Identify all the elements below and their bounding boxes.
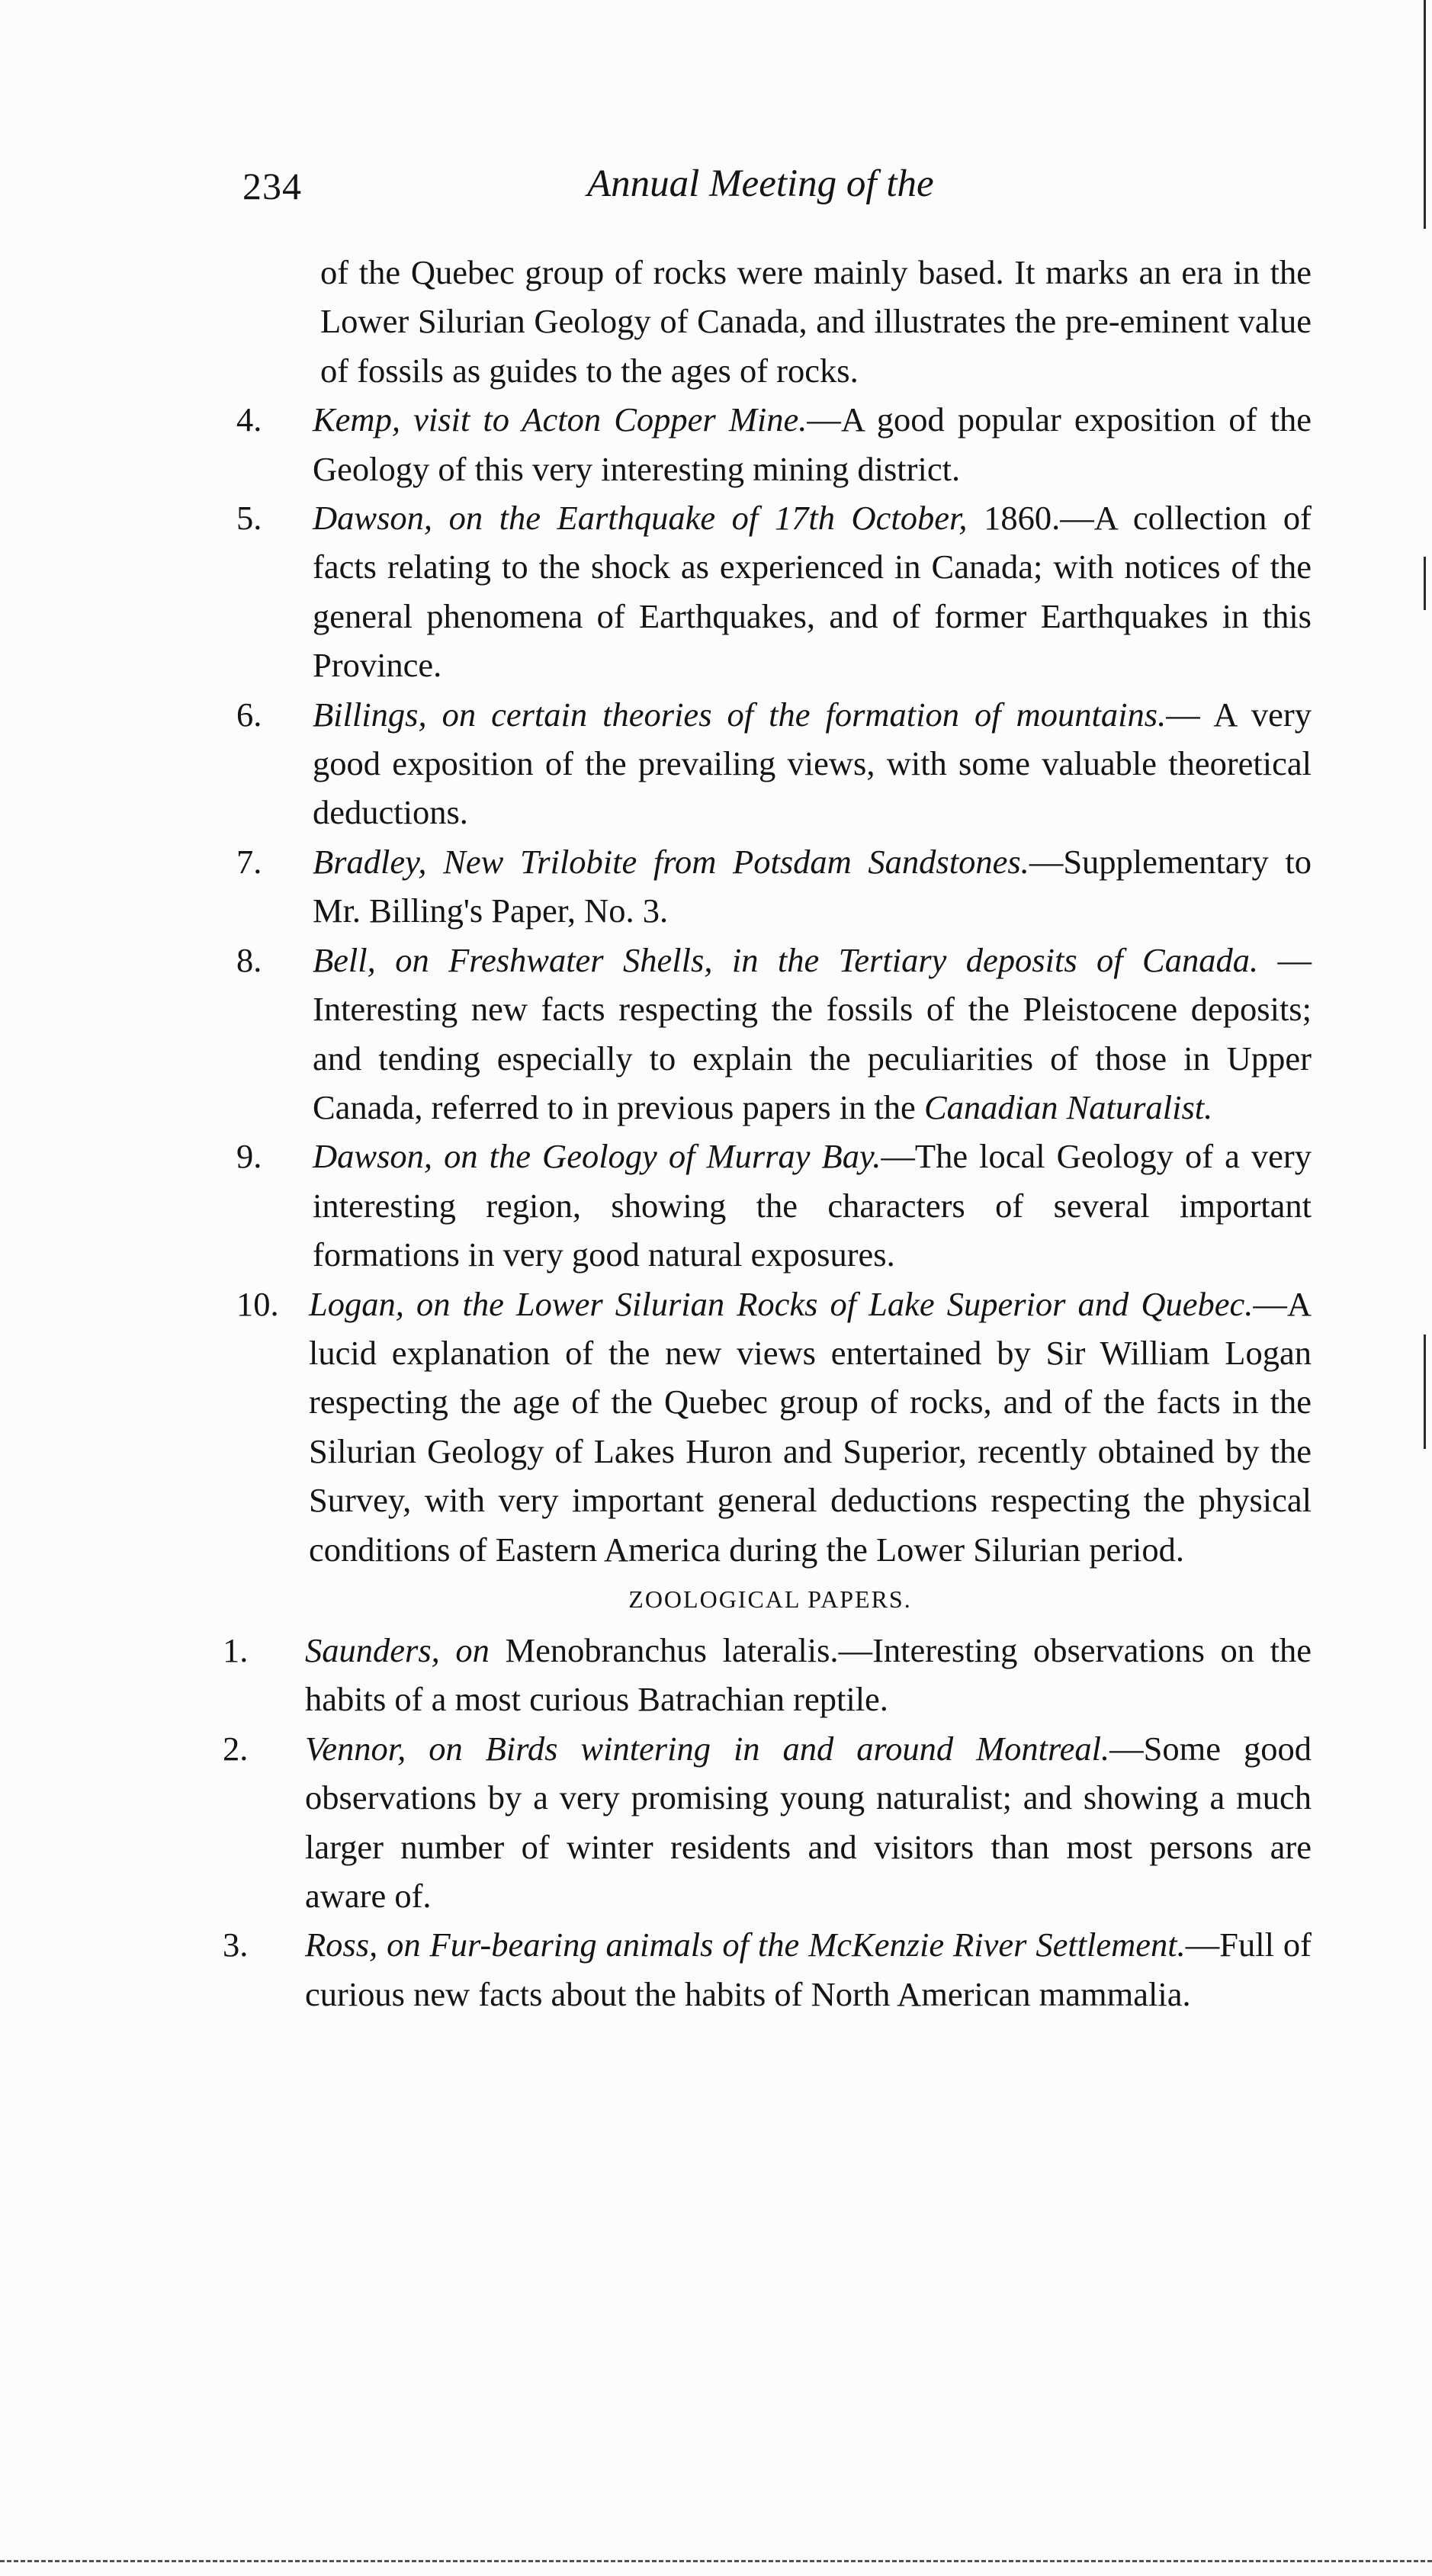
paper-entry [229,493,1312,690]
paper-description: —Supplementary to Mr. Billing's Paper, No. 3. [313,842,1312,930]
paper-description: —A lucid explanation of the new views entertained by Sir William Logan respecting the age of the Quebec group of rocks, and of the facts in the Silurian Geology of Lakes Huron and Superior, recently obtained by the Survey, with very important general deductions respecting the physical conditions of Eastern America during the Lower Silurian period. [309,1284,1312,1569]
paper-title: visit to Acton Copper Mine. [413,400,808,439]
paper-title: on the Earthquake of 17th October, [448,499,968,538]
paper-number: 5. [236,499,262,538]
paper-title: on certain theories of the formation of mountains. [441,695,1167,734]
paper-number: 1. [223,1630,249,1669]
paper-description: —The local Geology of a very interesting region, showing the characters of several important formations in very good natural exposures. [313,1137,1312,1274]
paper-author: Saunders, [305,1630,440,1669]
paper-title-date: 1860. [984,499,1061,538]
paper-title: on [455,1630,490,1669]
paper-title: on Freshwater Shells, in the Tertiary deposits of Canada. [395,940,1259,979]
paper-number: 10. [236,1284,279,1323]
paper-description: —Interesting observations on the habits of a most curious Batrachian reptile. [305,1630,1312,1719]
paper-entry [229,837,1312,936]
paper-entry [229,936,1312,1132]
paper-number: 7. [236,842,262,881]
paper-title: on the Geology of Murray Bay. [444,1137,881,1176]
paper-description: —Interesting new facts respecting the fossils of the Pleistocene deposits; and tending especially to explain the peculiarities of those in Upper Canada, referred to in previous papers in the [313,940,1312,1126]
paper-entry [229,690,1312,837]
paper-entry [229,1132,1312,1279]
running-title: Annual Meeting of the [587,162,934,205]
right-edge-rule-top [1424,0,1426,229]
page-number: 234 [242,165,302,207]
paper-author: Ross, [305,1926,378,1964]
paper-entry [229,395,1312,493]
continuation-paragraph: of the Quebec group of rocks were mainly based. It marks an era in the Lower Silurian Geology of Canada, and illustrates the pre-eminent value of fossils as guides to the ages of rocks. [320,253,1312,390]
journal-title: Canadian Naturalist. [923,1087,1213,1126]
paper-author: Vennor, [305,1729,406,1768]
paper-author: Dawson, [313,1137,433,1176]
paper-author: Kemp, [313,400,400,439]
paper-title: on Birds wintering in and around Montreal. [429,1729,1110,1768]
paper-description: — A very good exposition of the prevailing views, with some valuable theoretical deductions. [313,695,1312,832]
paper-number: 6. [236,695,262,734]
right-edge-rule-middle [1424,557,1426,610]
paper-author: Bradley, [313,842,427,881]
paper-number: 3. [223,1926,249,1964]
paper-author: Bell, [313,940,376,979]
paper-entry [223,1724,1312,1921]
paper-title-species: Menobranchus lateralis. [505,1630,839,1669]
paper-title: New Trilobite from Potsdam Sandstones. [443,842,1029,881]
paper-entry [223,1626,1312,1724]
paper-description: —Some good observations by a very promising young naturalist; and showing a much larger number of winter residents and visitors than most persons are aware of. [305,1729,1312,1915]
zoological-papers-list [223,1626,1312,2019]
paper-author: Billings, [313,695,427,734]
paper-description: —A good popular exposition of the Geology of this very interesting mining district. [313,400,1312,488]
right-edge-rule-lower [1424,1335,1426,1449]
section-heading-zoological: ZOOLOGICAL PAPERS. [628,1585,912,1613]
paper-entry [229,1280,1312,1574]
paper-author: Logan, [309,1284,404,1323]
bottom-edge-rule [0,2560,1432,2562]
paper-number: 9. [236,1137,262,1176]
paper-title: on Fur-bearing animals of the McKenzie River Settlement. [387,1926,1186,1964]
paper-description: —Full of curious new facts about the habits of North American mammalia. [305,1926,1312,2013]
paper-number: 2. [223,1729,249,1768]
paper-number: 4. [236,400,262,439]
paper-author: Dawson, [313,499,433,538]
paper-description: —A collection of facts relating to the shock as experienced in Canada; with notices of the general phenomena of Earthquakes, and of former Earthquakes in this Province. [313,499,1312,685]
paper-entry [223,1920,1312,2019]
paper-title: on the Lower Silurian Rocks of Lake Superior and Quebec. [416,1284,1254,1323]
paper-number: 8. [236,940,262,979]
geological-papers-list [229,395,1312,1574]
page-body [223,248,1312,2019]
